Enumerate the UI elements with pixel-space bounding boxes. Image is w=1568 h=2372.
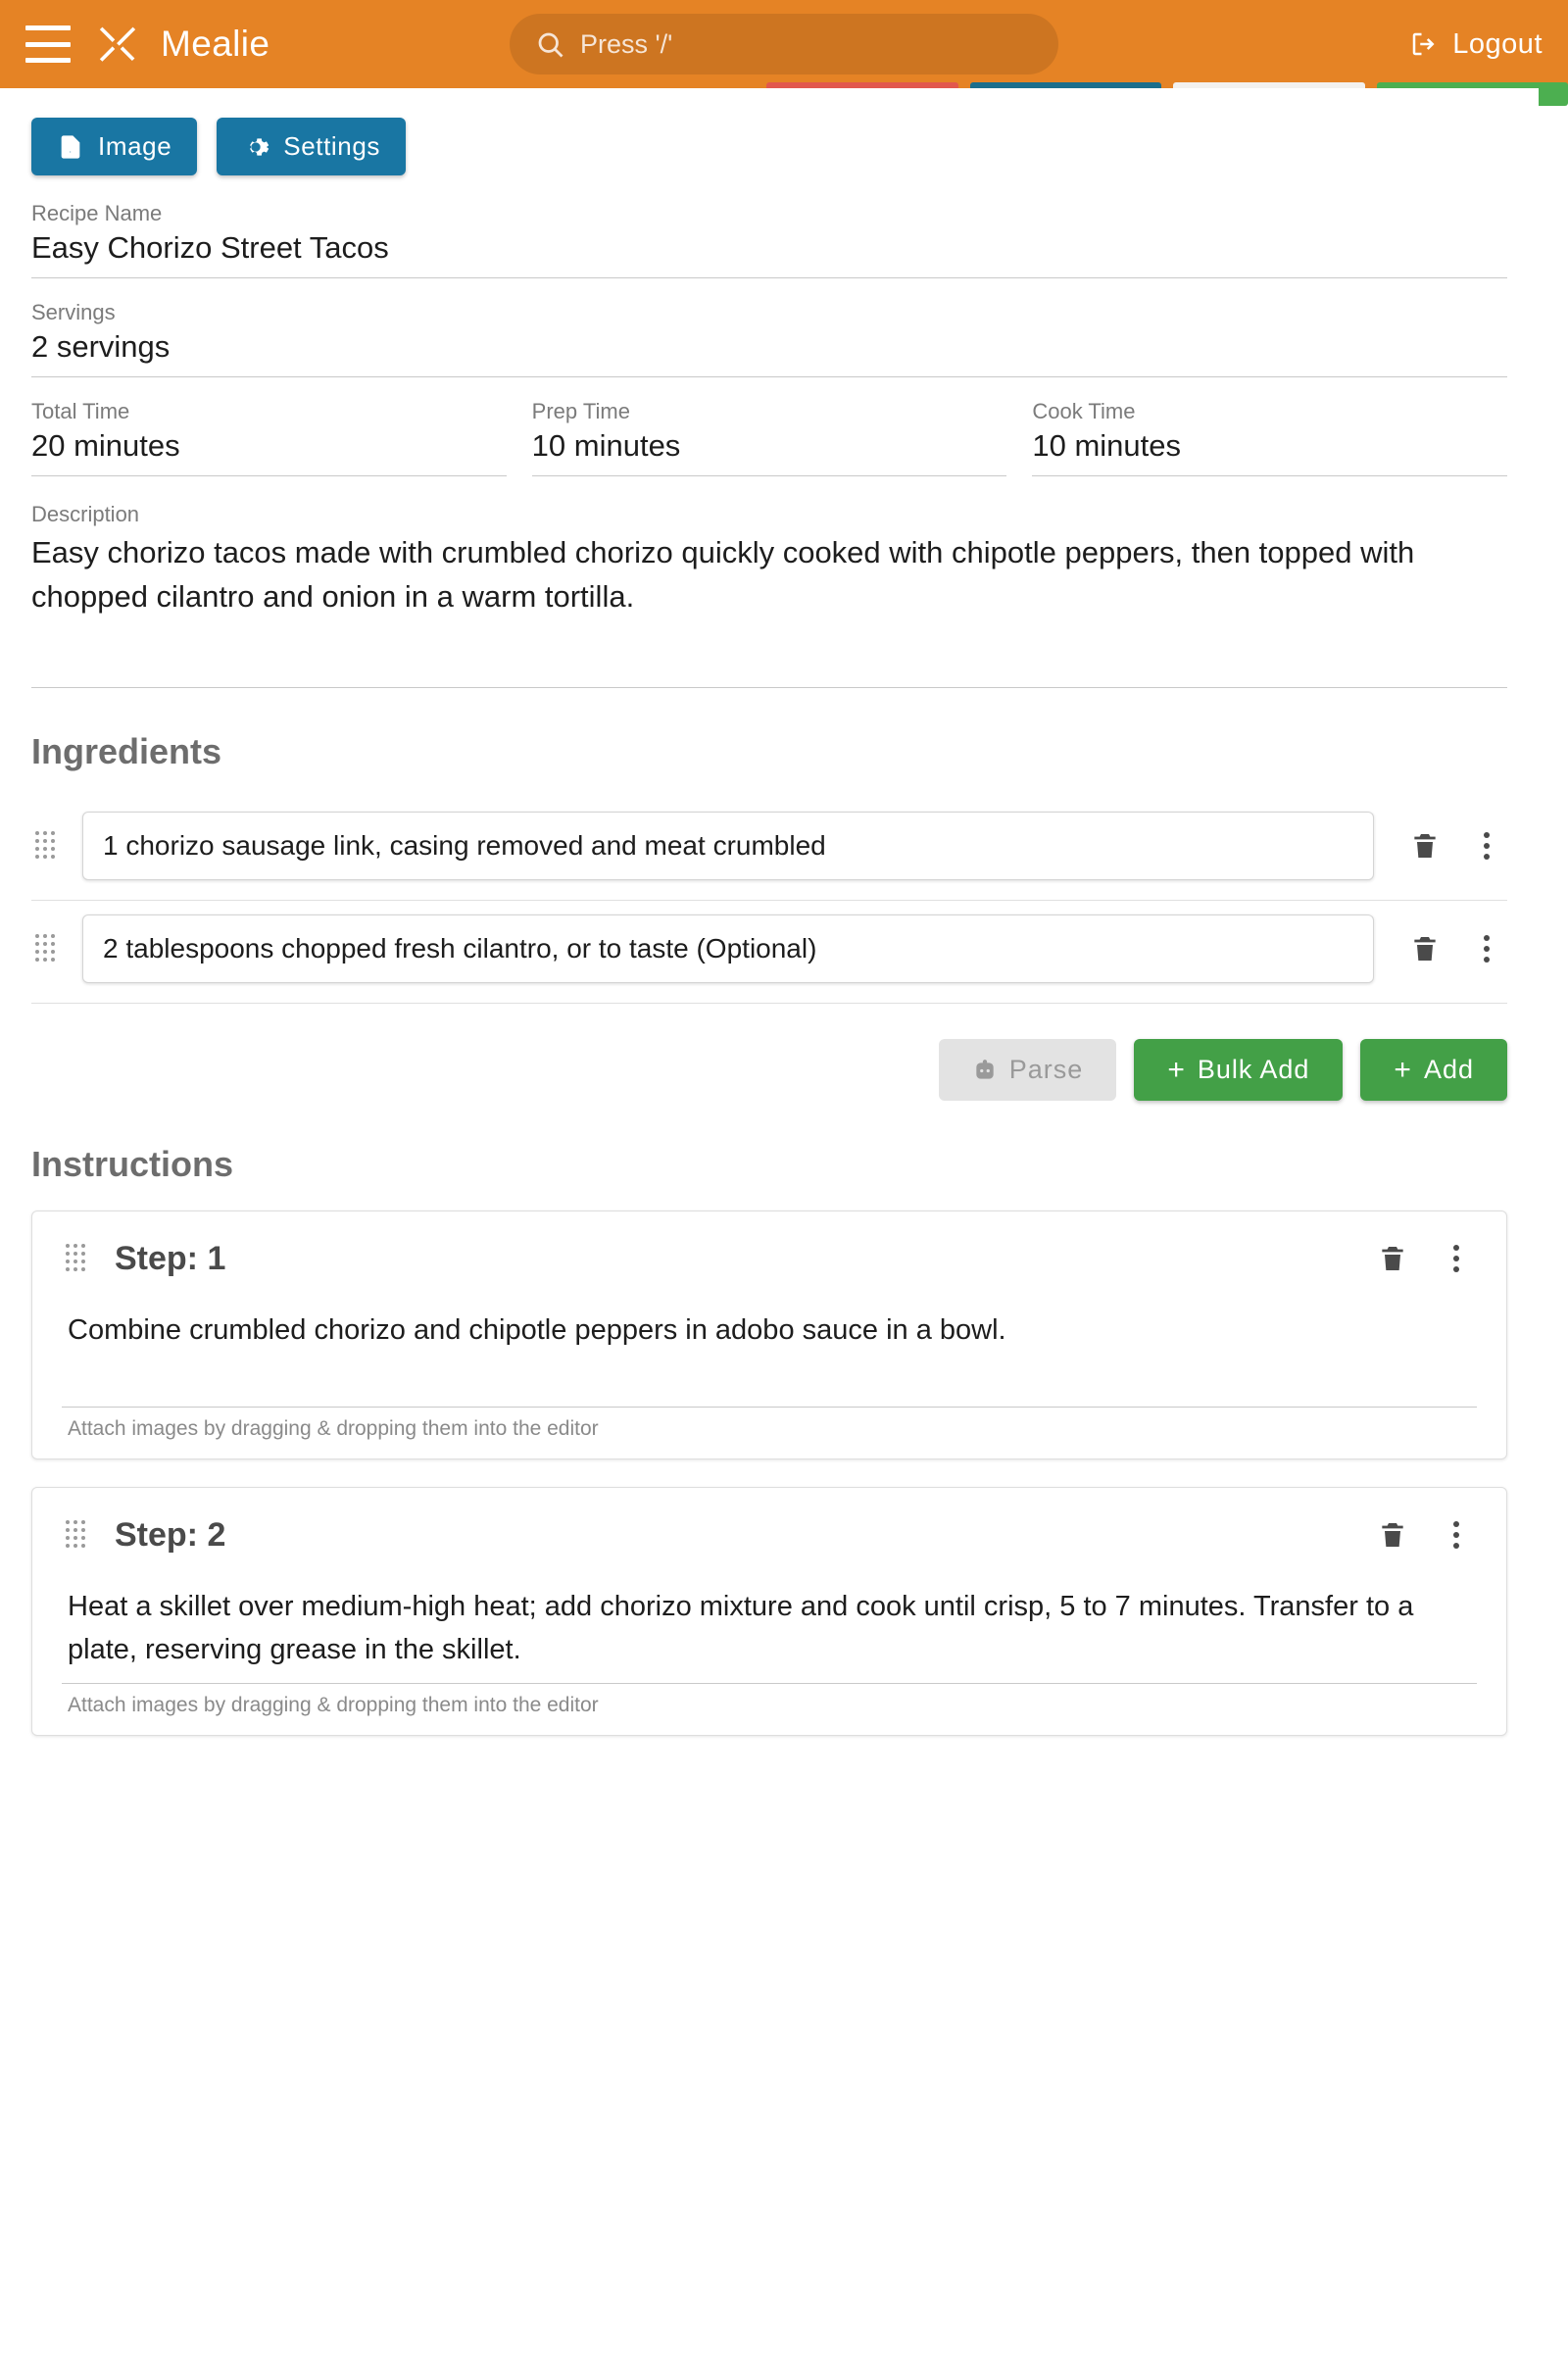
- ingredient-menu-icon[interactable]: [1466, 826, 1507, 865]
- description-field[interactable]: [31, 502, 1507, 688]
- instruction-step-text[interactable]: Heat a skillet over medium-high heat; add chorizo mixture and cook until crisp, 5 to 7 minutes. Transfer to a plate, reserving grease in the skillet.: [62, 1557, 1477, 1684]
- delete-icon[interactable]: [1367, 1513, 1418, 1557]
- instruction-step-hint: Attach images by dragging & dropping them into the editor: [68, 1694, 599, 1716]
- search-icon: [535, 29, 564, 59]
- recipe-name-label: Recipe Name: [31, 201, 163, 225]
- image-icon: [57, 133, 84, 161]
- parse-button[interactable]: [939, 1039, 1117, 1101]
- description-label: Description: [31, 502, 140, 526]
- times-row: [31, 399, 1507, 476]
- total-time-field[interactable]: [31, 399, 507, 476]
- recipe-name-value[interactable]: Easy Chorizo Street Tacos: [31, 230, 1507, 278]
- settings-button-label: Settings: [283, 131, 381, 161]
- gear-icon: [242, 133, 270, 161]
- instruction-step-title: Step: 2: [115, 1515, 226, 1554]
- ingredient-input[interactable]: 2 tablespoons chopped fresh cilantro, or to taste (Optional): [82, 914, 1374, 983]
- instruction-menu-icon[interactable]: [1436, 1515, 1477, 1555]
- drag-handle-icon[interactable]: [66, 1244, 91, 1273]
- prep-time-label: Prep Time: [531, 399, 630, 423]
- drag-handle-icon[interactable]: [35, 831, 61, 861]
- total-time-label: Total Time: [31, 399, 130, 423]
- fork-knife-logo-icon: [96, 23, 139, 66]
- logout-icon: [1409, 29, 1439, 59]
- editor-toolbar: [31, 118, 1507, 175]
- instruction-step-title: Step: 1: [115, 1239, 226, 1277]
- instruction-step-hint: Attach images by dragging & dropping them into the editor: [68, 1417, 599, 1440]
- instruction-menu-icon[interactable]: [1436, 1239, 1477, 1278]
- bulk-add-button[interactable]: [1134, 1039, 1343, 1101]
- delete-icon[interactable]: [1399, 824, 1450, 867]
- app-title: Mealie: [161, 24, 270, 64]
- instruction-step-card: [31, 1211, 1507, 1459]
- total-time-value[interactable]: 20 minutes: [31, 428, 507, 476]
- parse-button-label: Parse: [1008, 1055, 1084, 1084]
- delete-icon[interactable]: [1399, 927, 1450, 970]
- robot-icon: [972, 1058, 998, 1083]
- settings-button[interactable]: [217, 118, 406, 175]
- servings-field[interactable]: [31, 300, 1507, 377]
- ingredient-actions: [31, 1039, 1507, 1101]
- drag-handle-icon[interactable]: [66, 1520, 91, 1550]
- recipe-editor-page: [0, 88, 1539, 1736]
- search-placeholder: Press '/': [580, 28, 673, 59]
- plus-icon: +: [1167, 1053, 1186, 1086]
- prep-time-value[interactable]: 10 minutes: [532, 428, 1007, 476]
- add-button-label: Add: [1423, 1055, 1474, 1084]
- ingredient-row: [31, 901, 1507, 1004]
- hamburger-icon[interactable]: [25, 25, 71, 63]
- bulk-add-button-label: Bulk Add: [1197, 1055, 1310, 1084]
- ingredient-row: [31, 798, 1507, 901]
- search-input[interactable]: [510, 14, 1058, 74]
- image-button[interactable]: [31, 118, 197, 175]
- plus-icon: +: [1394, 1053, 1412, 1086]
- instruction-step-card: [31, 1487, 1507, 1736]
- recipe-name-field[interactable]: [31, 201, 1507, 278]
- logout-button[interactable]: [1409, 28, 1543, 61]
- app-bar: [0, 0, 1568, 88]
- drag-handle-icon[interactable]: [35, 934, 61, 964]
- instruction-step-header: [62, 1237, 1477, 1280]
- cook-time-value[interactable]: 10 minutes: [1032, 428, 1507, 476]
- image-button-label: Image: [98, 131, 172, 161]
- prep-time-field[interactable]: [532, 399, 1007, 476]
- servings-value[interactable]: 2 servings: [31, 329, 1507, 377]
- cook-time-label: Cook Time: [1032, 399, 1136, 423]
- logout-label: Logout: [1452, 27, 1543, 60]
- instruction-step-text[interactable]: Combine crumbled chorizo and chipotle peppers in adobo sauce in a bowl.: [62, 1280, 1477, 1408]
- ingredients-title: Ingredients: [31, 731, 222, 771]
- ingredient-menu-icon[interactable]: [1466, 929, 1507, 968]
- delete-icon[interactable]: [1367, 1237, 1418, 1280]
- ingredient-input[interactable]: 1 chorizo sausage link, casing removed and meat crumbled: [82, 812, 1374, 880]
- cook-time-field[interactable]: [1032, 399, 1507, 476]
- instruction-step-header: [62, 1513, 1477, 1557]
- description-value[interactable]: Easy chorizo tacos made with crumbled chorizo quickly cooked with chipotle peppers, then topped with chopped cilantro and onion in a warm tortilla.: [31, 531, 1507, 688]
- add-button[interactable]: [1360, 1039, 1507, 1101]
- servings-label: Servings: [31, 300, 116, 324]
- instructions-title: Instructions: [31, 1144, 234, 1184]
